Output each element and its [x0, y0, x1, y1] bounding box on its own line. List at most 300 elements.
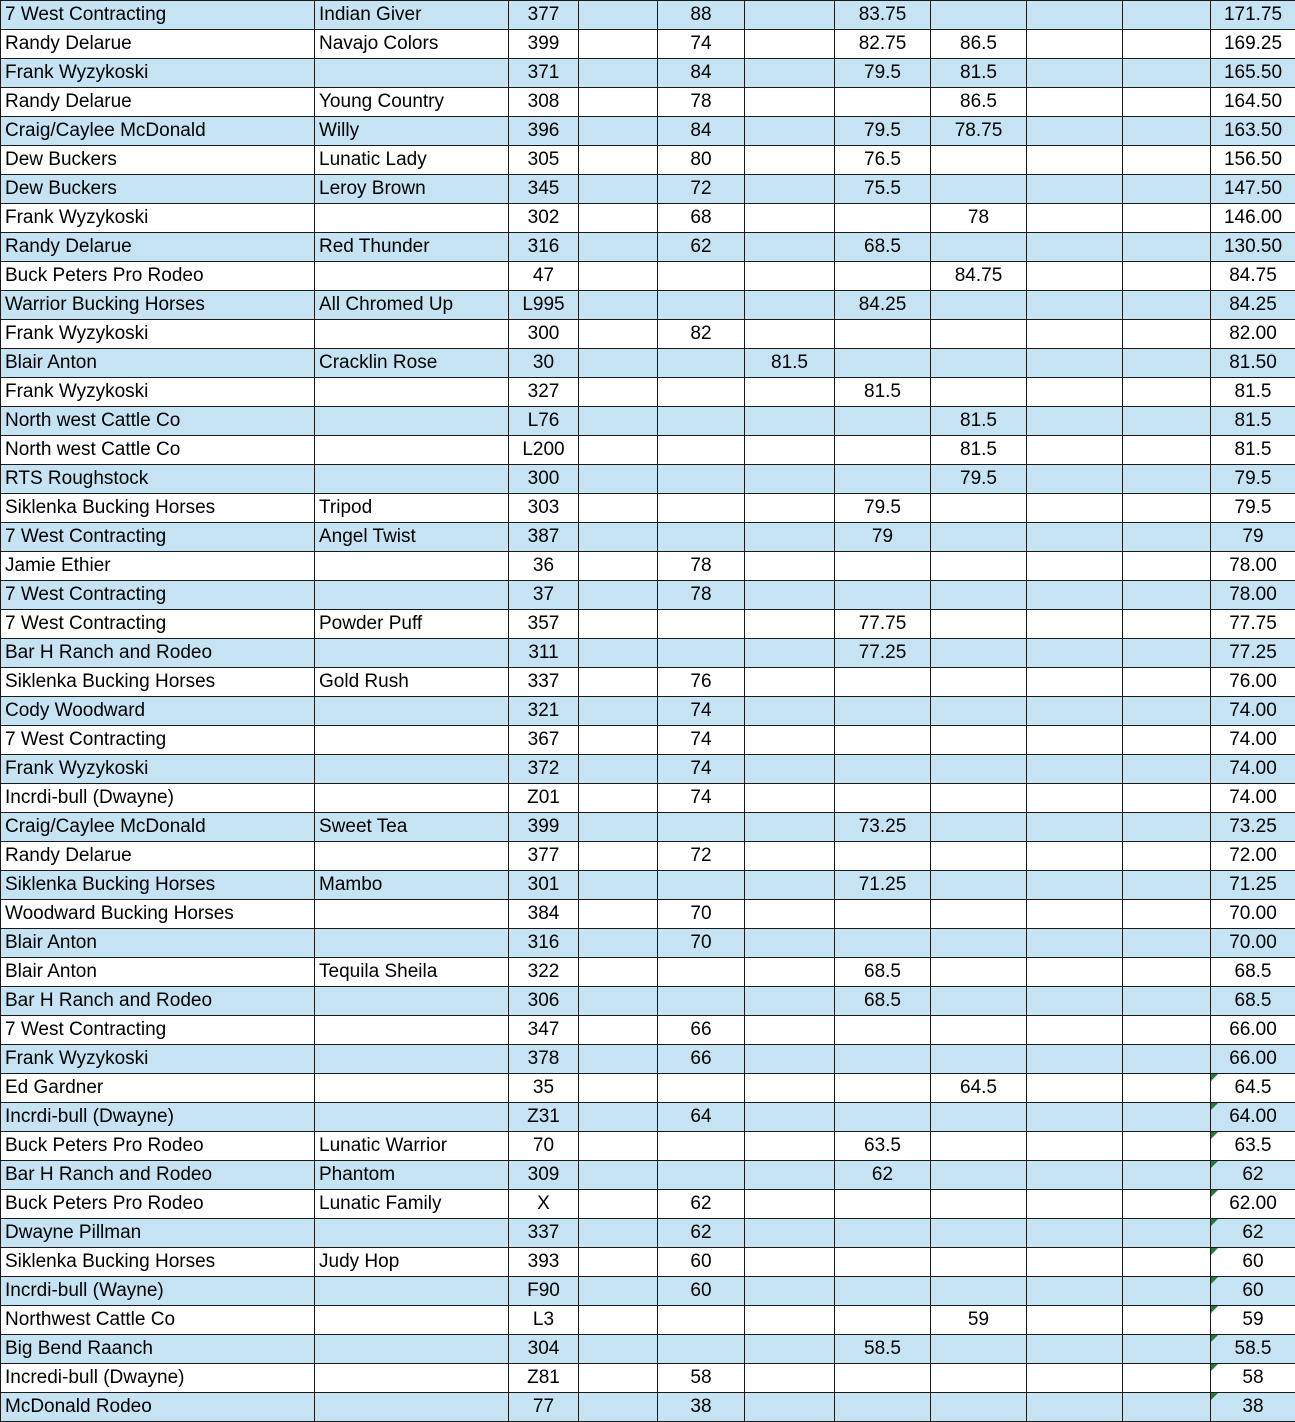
score-cell[interactable] [1027, 1364, 1123, 1393]
score-cell[interactable]: 64 [658, 1103, 745, 1132]
animal-name-cell[interactable]: Young Country [315, 88, 509, 117]
score-cell[interactable] [931, 813, 1027, 842]
animal-id-cell[interactable]: L3 [509, 1306, 579, 1335]
score-cell[interactable] [835, 1306, 931, 1335]
empty-cell[interactable] [579, 204, 658, 233]
owner-cell[interactable]: Buck Peters Pro Rodeo [1, 1132, 315, 1161]
owner-cell[interactable]: 7 West Contracting [1, 726, 315, 755]
score-cell[interactable] [1123, 668, 1211, 697]
score-cell[interactable]: 81.5 [745, 349, 835, 378]
score-cell[interactable] [931, 987, 1027, 1016]
score-cell[interactable]: 72 [658, 175, 745, 204]
score-cell[interactable] [745, 291, 835, 320]
animal-id-cell[interactable]: 306 [509, 987, 579, 1016]
total-cell[interactable]: 84.75 [1211, 262, 1295, 291]
animal-name-cell[interactable] [315, 987, 509, 1016]
animal-id-cell[interactable]: 302 [509, 204, 579, 233]
empty-cell[interactable] [579, 465, 658, 494]
score-cell[interactable] [931, 639, 1027, 668]
animal-id-cell[interactable]: 377 [509, 842, 579, 871]
animal-id-cell[interactable]: Z01 [509, 784, 579, 813]
owner-cell[interactable]: Randy Delarue [1, 842, 315, 871]
score-cell[interactable] [835, 900, 931, 929]
score-cell[interactable]: 76 [658, 668, 745, 697]
score-cell[interactable] [835, 668, 931, 697]
score-cell[interactable] [745, 204, 835, 233]
score-cell[interactable] [1123, 610, 1211, 639]
animal-name-cell[interactable] [315, 900, 509, 929]
owner-cell[interactable]: Jamie Ethier [1, 552, 315, 581]
animal-name-cell[interactable]: Red Thunder [315, 233, 509, 262]
empty-cell[interactable] [579, 233, 658, 262]
animal-name-cell[interactable]: Navajo Colors [315, 30, 509, 59]
score-cell[interactable] [745, 784, 835, 813]
animal-id-cell[interactable]: 300 [509, 320, 579, 349]
score-cell[interactable] [1027, 349, 1123, 378]
animal-id-cell[interactable]: 308 [509, 88, 579, 117]
score-cell[interactable] [1123, 987, 1211, 1016]
total-cell[interactable]: 71.25 [1211, 871, 1295, 900]
owner-cell[interactable]: Frank Wyzykoski [1, 204, 315, 233]
score-cell[interactable] [931, 1364, 1027, 1393]
score-cell[interactable] [835, 755, 931, 784]
score-cell[interactable] [835, 1248, 931, 1277]
total-cell[interactable]: 77.75 [1211, 610, 1295, 639]
score-cell[interactable]: 79 [835, 523, 931, 552]
score-cell[interactable]: 81.5 [835, 378, 931, 407]
score-cell[interactable] [1123, 378, 1211, 407]
animal-id-cell[interactable]: 367 [509, 726, 579, 755]
total-cell[interactable]: 156.50 [1211, 146, 1295, 175]
empty-cell[interactable] [579, 407, 658, 436]
total-cell[interactable]: 38 [1211, 1393, 1295, 1422]
animal-name-cell[interactable] [315, 436, 509, 465]
total-cell[interactable]: 74.00 [1211, 726, 1295, 755]
total-cell[interactable]: 60 [1211, 1277, 1295, 1306]
animal-id-cell[interactable]: 399 [509, 30, 579, 59]
owner-cell[interactable]: Bar H Ranch and Rodeo [1, 987, 315, 1016]
total-cell[interactable]: 74.00 [1211, 784, 1295, 813]
score-cell[interactable] [1027, 610, 1123, 639]
score-cell[interactable] [1027, 291, 1123, 320]
animal-name-cell[interactable]: Lunatic Family [315, 1190, 509, 1219]
score-cell[interactable] [1027, 755, 1123, 784]
empty-cell[interactable] [579, 1132, 658, 1161]
score-cell[interactable] [745, 59, 835, 88]
score-cell[interactable] [745, 1132, 835, 1161]
score-cell[interactable] [658, 407, 745, 436]
score-cell[interactable] [1123, 900, 1211, 929]
animal-id-cell[interactable]: 327 [509, 378, 579, 407]
total-cell[interactable]: 84.25 [1211, 291, 1295, 320]
score-cell[interactable] [1123, 1335, 1211, 1364]
score-cell[interactable]: 83.75 [835, 1, 931, 30]
score-cell[interactable] [745, 1074, 835, 1103]
empty-cell[interactable] [579, 523, 658, 552]
score-cell[interactable] [745, 436, 835, 465]
animal-name-cell[interactable] [315, 59, 509, 88]
score-cell[interactable] [745, 900, 835, 929]
animal-id-cell[interactable]: L995 [509, 291, 579, 320]
empty-cell[interactable] [579, 900, 658, 929]
animal-name-cell[interactable]: Cracklin Rose [315, 349, 509, 378]
animal-name-cell[interactable]: Phantom [315, 1161, 509, 1190]
score-cell[interactable] [1123, 175, 1211, 204]
empty-cell[interactable] [579, 175, 658, 204]
score-cell[interactable] [658, 378, 745, 407]
score-cell[interactable] [1123, 1277, 1211, 1306]
score-cell[interactable] [745, 407, 835, 436]
score-cell[interactable] [658, 1335, 745, 1364]
score-cell[interactable]: 74 [658, 784, 745, 813]
empty-cell[interactable] [579, 842, 658, 871]
score-cell[interactable] [835, 320, 931, 349]
owner-cell[interactable]: Buck Peters Pro Rodeo [1, 262, 315, 291]
total-cell[interactable]: 76.00 [1211, 668, 1295, 697]
owner-cell[interactable]: North west Cattle Co [1, 407, 315, 436]
score-cell[interactable]: 78 [658, 552, 745, 581]
empty-cell[interactable] [579, 697, 658, 726]
score-cell[interactable] [658, 1132, 745, 1161]
score-cell[interactable] [745, 1364, 835, 1393]
score-cell[interactable]: 77.25 [835, 639, 931, 668]
score-cell[interactable] [745, 494, 835, 523]
score-cell[interactable] [1123, 88, 1211, 117]
score-cell[interactable] [1123, 465, 1211, 494]
score-cell[interactable] [1027, 697, 1123, 726]
score-cell[interactable] [1027, 494, 1123, 523]
score-cell[interactable] [931, 726, 1027, 755]
score-cell[interactable] [1123, 871, 1211, 900]
animal-name-cell[interactable]: Gold Rush [315, 668, 509, 697]
score-cell[interactable] [931, 320, 1027, 349]
score-cell[interactable] [931, 1335, 1027, 1364]
empty-cell[interactable] [579, 88, 658, 117]
score-cell[interactable] [931, 1016, 1027, 1045]
score-cell[interactable] [1123, 1190, 1211, 1219]
score-cell[interactable] [835, 697, 931, 726]
animal-name-cell[interactable]: Angel Twist [315, 523, 509, 552]
score-cell[interactable] [745, 1045, 835, 1074]
animal-name-cell[interactable] [315, 1364, 509, 1393]
score-cell[interactable] [931, 494, 1027, 523]
score-cell[interactable] [1123, 1, 1211, 30]
score-cell[interactable]: 86.5 [931, 88, 1027, 117]
score-cell[interactable] [1123, 726, 1211, 755]
score-cell[interactable]: 78 [658, 581, 745, 610]
score-cell[interactable] [745, 1103, 835, 1132]
score-cell[interactable] [745, 262, 835, 291]
score-cell[interactable] [931, 842, 1027, 871]
animal-id-cell[interactable]: 311 [509, 639, 579, 668]
score-cell[interactable] [931, 552, 1027, 581]
score-cell[interactable] [1027, 407, 1123, 436]
total-cell[interactable]: 66.00 [1211, 1016, 1295, 1045]
animal-name-cell[interactable] [315, 929, 509, 958]
score-cell[interactable] [1123, 407, 1211, 436]
owner-cell[interactable]: North west Cattle Co [1, 436, 315, 465]
empty-cell[interactable] [579, 1045, 658, 1074]
score-cell[interactable] [1027, 320, 1123, 349]
score-cell[interactable]: 62 [658, 1219, 745, 1248]
owner-cell[interactable]: 7 West Contracting [1, 1, 315, 30]
score-cell[interactable] [745, 987, 835, 1016]
score-cell[interactable] [1123, 59, 1211, 88]
animal-name-cell[interactable] [315, 697, 509, 726]
score-cell[interactable] [1027, 813, 1123, 842]
animal-id-cell[interactable]: 37 [509, 581, 579, 610]
total-cell[interactable]: 74.00 [1211, 697, 1295, 726]
animal-name-cell[interactable] [315, 465, 509, 494]
score-cell[interactable] [1027, 726, 1123, 755]
score-cell[interactable] [745, 958, 835, 987]
total-cell[interactable]: 68.5 [1211, 958, 1295, 987]
total-cell[interactable]: 147.50 [1211, 175, 1295, 204]
score-cell[interactable] [931, 958, 1027, 987]
score-cell[interactable]: 78.75 [931, 117, 1027, 146]
owner-cell[interactable]: Bar H Ranch and Rodeo [1, 1161, 315, 1190]
score-cell[interactable] [835, 581, 931, 610]
score-cell[interactable] [658, 262, 745, 291]
owner-cell[interactable]: Siklenka Bucking Horses [1, 1248, 315, 1277]
score-cell[interactable] [931, 233, 1027, 262]
score-cell[interactable]: 77.75 [835, 610, 931, 639]
score-cell[interactable] [1027, 88, 1123, 117]
empty-cell[interactable] [579, 378, 658, 407]
score-cell[interactable] [745, 842, 835, 871]
score-cell[interactable] [835, 465, 931, 494]
score-cell[interactable]: 38 [658, 1393, 745, 1422]
score-cell[interactable] [931, 871, 1027, 900]
score-cell[interactable] [658, 610, 745, 639]
animal-id-cell[interactable]: L200 [509, 436, 579, 465]
empty-cell[interactable] [579, 349, 658, 378]
score-cell[interactable] [1027, 987, 1123, 1016]
animal-id-cell[interactable]: 396 [509, 117, 579, 146]
score-cell[interactable]: 60 [658, 1277, 745, 1306]
score-cell[interactable] [835, 1103, 931, 1132]
score-cell[interactable] [931, 1190, 1027, 1219]
owner-cell[interactable]: 7 West Contracting [1, 523, 315, 552]
score-cell[interactable] [1123, 1219, 1211, 1248]
score-cell[interactable] [1027, 1161, 1123, 1190]
score-cell[interactable] [658, 349, 745, 378]
animal-id-cell[interactable]: 387 [509, 523, 579, 552]
score-cell[interactable] [1123, 1045, 1211, 1074]
owner-cell[interactable]: Craig/Caylee McDonald [1, 813, 315, 842]
score-cell[interactable] [835, 1190, 931, 1219]
score-cell[interactable] [931, 378, 1027, 407]
score-cell[interactable] [835, 1219, 931, 1248]
total-cell[interactable]: 64.5 [1211, 1074, 1295, 1103]
owner-cell[interactable]: Randy Delarue [1, 88, 315, 117]
animal-id-cell[interactable]: 371 [509, 59, 579, 88]
score-cell[interactable]: 60 [658, 1248, 745, 1277]
score-cell[interactable] [1027, 668, 1123, 697]
score-cell[interactable] [658, 465, 745, 494]
score-cell[interactable] [835, 349, 931, 378]
score-cell[interactable] [1027, 146, 1123, 175]
score-cell[interactable] [1123, 349, 1211, 378]
empty-cell[interactable] [579, 958, 658, 987]
score-cell[interactable] [658, 1161, 745, 1190]
total-cell[interactable]: 63.5 [1211, 1132, 1295, 1161]
score-cell[interactable]: 84 [658, 59, 745, 88]
animal-name-cell[interactable] [315, 1219, 509, 1248]
score-cell[interactable]: 75.5 [835, 175, 931, 204]
animal-name-cell[interactable] [315, 378, 509, 407]
score-cell[interactable] [1027, 1016, 1123, 1045]
score-cell[interactable] [1027, 59, 1123, 88]
score-cell[interactable] [745, 1016, 835, 1045]
score-cell[interactable] [745, 929, 835, 958]
score-cell[interactable] [931, 175, 1027, 204]
score-cell[interactable] [745, 813, 835, 842]
score-cell[interactable]: 74 [658, 30, 745, 59]
score-cell[interactable] [1027, 639, 1123, 668]
score-cell[interactable] [1027, 1103, 1123, 1132]
animal-id-cell[interactable]: 321 [509, 697, 579, 726]
owner-cell[interactable]: Northwest Cattle Co [1, 1306, 315, 1335]
empty-cell[interactable] [579, 1306, 658, 1335]
score-cell[interactable] [835, 929, 931, 958]
animal-id-cell[interactable]: 384 [509, 900, 579, 929]
score-cell[interactable] [931, 1045, 1027, 1074]
score-cell[interactable]: 59 [931, 1306, 1027, 1335]
score-cell[interactable] [835, 842, 931, 871]
score-cell[interactable] [1027, 30, 1123, 59]
animal-name-cell[interactable] [315, 639, 509, 668]
score-cell[interactable] [1123, 204, 1211, 233]
score-cell[interactable] [1027, 117, 1123, 146]
total-cell[interactable]: 73.25 [1211, 813, 1295, 842]
score-cell[interactable]: 74 [658, 755, 745, 784]
score-cell[interactable]: 79.5 [835, 117, 931, 146]
score-cell[interactable] [745, 639, 835, 668]
total-cell[interactable]: 59 [1211, 1306, 1295, 1335]
score-cell[interactable] [1123, 523, 1211, 552]
score-cell[interactable] [1027, 1277, 1123, 1306]
owner-cell[interactable]: Frank Wyzykoski [1, 378, 315, 407]
score-cell[interactable] [931, 610, 1027, 639]
total-cell[interactable]: 169.25 [1211, 30, 1295, 59]
empty-cell[interactable] [579, 668, 658, 697]
score-cell[interactable] [1123, 233, 1211, 262]
score-cell[interactable] [931, 900, 1027, 929]
animal-id-cell[interactable]: 304 [509, 1335, 579, 1364]
score-cell[interactable] [931, 523, 1027, 552]
animal-name-cell[interactable] [315, 1016, 509, 1045]
score-cell[interactable] [931, 349, 1027, 378]
empty-cell[interactable] [579, 1, 658, 30]
total-cell[interactable]: 70.00 [1211, 900, 1295, 929]
score-cell[interactable] [745, 117, 835, 146]
owner-cell[interactable]: Bar H Ranch and Rodeo [1, 639, 315, 668]
animal-id-cell[interactable]: 372 [509, 755, 579, 784]
animal-id-cell[interactable]: 305 [509, 146, 579, 175]
score-cell[interactable]: 66 [658, 1045, 745, 1074]
score-cell[interactable] [658, 813, 745, 842]
score-cell[interactable] [1123, 1132, 1211, 1161]
animal-id-cell[interactable]: 393 [509, 1248, 579, 1277]
score-cell[interactable]: 81.5 [931, 407, 1027, 436]
score-cell[interactable] [835, 204, 931, 233]
total-cell[interactable]: 79 [1211, 523, 1295, 552]
score-cell[interactable]: 73.25 [835, 813, 931, 842]
animal-name-cell[interactable] [315, 1335, 509, 1364]
animal-id-cell[interactable]: 300 [509, 465, 579, 494]
animal-id-cell[interactable]: 309 [509, 1161, 579, 1190]
score-cell[interactable] [835, 1277, 931, 1306]
score-cell[interactable] [745, 1219, 835, 1248]
empty-cell[interactable] [579, 30, 658, 59]
score-cell[interactable] [835, 262, 931, 291]
score-cell[interactable] [1027, 436, 1123, 465]
score-cell[interactable] [658, 291, 745, 320]
animal-id-cell[interactable]: 35 [509, 1074, 579, 1103]
score-cell[interactable] [745, 233, 835, 262]
empty-cell[interactable] [579, 291, 658, 320]
owner-cell[interactable]: Blair Anton [1, 929, 315, 958]
score-cell[interactable] [658, 871, 745, 900]
score-cell[interactable] [1027, 871, 1123, 900]
animal-id-cell[interactable]: L76 [509, 407, 579, 436]
score-cell[interactable] [835, 552, 931, 581]
score-cell[interactable] [931, 291, 1027, 320]
animal-id-cell[interactable]: X [509, 1190, 579, 1219]
score-cell[interactable] [1123, 639, 1211, 668]
total-cell[interactable]: 78.00 [1211, 552, 1295, 581]
score-cell[interactable]: 82.75 [835, 30, 931, 59]
score-cell[interactable] [745, 30, 835, 59]
score-cell[interactable] [745, 697, 835, 726]
score-cell[interactable]: 81.5 [931, 59, 1027, 88]
animal-id-cell[interactable]: 77 [509, 1393, 579, 1422]
owner-cell[interactable]: Ed Gardner [1, 1074, 315, 1103]
total-cell[interactable]: 164.50 [1211, 88, 1295, 117]
animal-id-cell[interactable]: 357 [509, 610, 579, 639]
animal-name-cell[interactable] [315, 1277, 509, 1306]
empty-cell[interactable] [579, 581, 658, 610]
score-cell[interactable] [745, 465, 835, 494]
score-cell[interactable] [745, 320, 835, 349]
score-cell[interactable] [1123, 929, 1211, 958]
score-cell[interactable] [745, 378, 835, 407]
score-cell[interactable]: 68.5 [835, 233, 931, 262]
score-cell[interactable] [1123, 146, 1211, 175]
animal-id-cell[interactable]: 347 [509, 1016, 579, 1045]
total-cell[interactable]: 81.5 [1211, 436, 1295, 465]
animal-name-cell[interactable] [315, 726, 509, 755]
score-cell[interactable] [658, 1306, 745, 1335]
empty-cell[interactable] [579, 1364, 658, 1393]
score-cell[interactable]: 79.5 [835, 59, 931, 88]
total-cell[interactable]: 62 [1211, 1161, 1295, 1190]
score-cell[interactable] [745, 1306, 835, 1335]
animal-name-cell[interactable] [315, 842, 509, 871]
empty-cell[interactable] [579, 929, 658, 958]
owner-cell[interactable]: 7 West Contracting [1, 1016, 315, 1045]
score-cell[interactable] [1123, 958, 1211, 987]
animal-id-cell[interactable]: 70 [509, 1132, 579, 1161]
animal-name-cell[interactable]: Mambo [315, 871, 509, 900]
total-cell[interactable]: 79.5 [1211, 465, 1295, 494]
score-cell[interactable] [931, 929, 1027, 958]
empty-cell[interactable] [579, 436, 658, 465]
score-cell[interactable] [745, 552, 835, 581]
animal-name-cell[interactable] [315, 552, 509, 581]
score-cell[interactable]: 82 [658, 320, 745, 349]
